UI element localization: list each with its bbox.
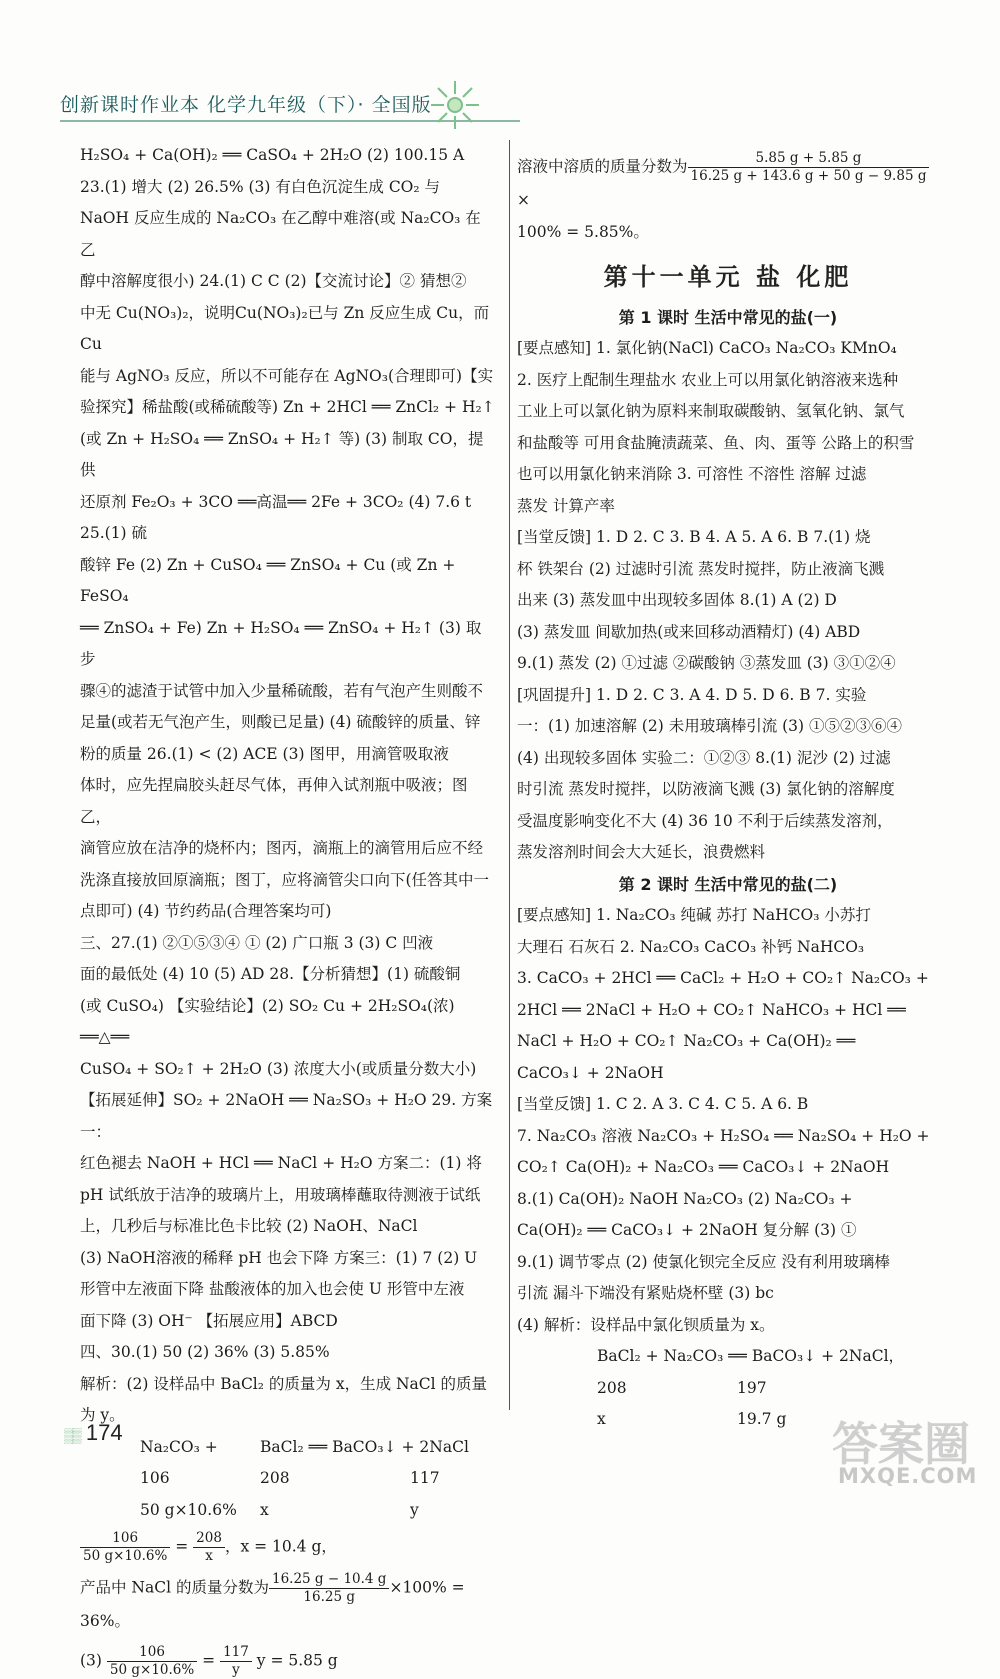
answer-line: H₂SO₄ + Ca(OH)₂ ══ CaSO₄ + 2H₂O (2) 100.15 A — [80, 146, 465, 164]
answer-line: 和盐酸等 可用食盐腌渍蔬菜、鱼、肉、蛋等 公路上的积雪 — [517, 433, 915, 452]
answer-line: 中无 Cu(NO₃)₂，说明Cu(NO₃)₂已与 Zn 反应生成 Cu，而 Cu — [80, 303, 490, 353]
answer-line: [巩固提升] 1. D 2. C 3. A 4. D 5. D 6. B 7. 实验 — [517, 685, 867, 704]
answer-line: 时引流 蒸发时搅拌，以防液滴飞溅 (3) 氯化钠的溶解度 — [517, 780, 895, 798]
answer-line: 杯 铁架台 (2) 过滤时引流 蒸发时搅拌，防止液滴飞溅 — [517, 559, 885, 578]
answer-line: 9.(1) 调节零点 (2) 使氯化钡完全反应 没有利用玻璃棒 — [517, 1252, 890, 1271]
answer-line: 2HCl ══ 2NaCl + H₂O + CO₂↑ NaHCO₃ + HCl ══ — [517, 1000, 906, 1019]
answer-line: (4) 解析：设样品中氯化钡质量为 x。 — [517, 1315, 775, 1334]
answer-line: 解析：(2) 设样品中 BaCl₂ 的质量为 x，生成 NaCl 的质量 — [80, 1374, 488, 1393]
equation-line-2: 106 208 117 — [140, 1469, 440, 1487]
right-column — [517, 150, 939, 1436]
answer-line: (4) 出现较多固体 实验二：①②③ 8.(1) 泥沙 (2) 过滤 — [517, 748, 891, 767]
answer-line: 出来 (3) 蒸发皿中出现较多固体 8.(1) A (2) D — [517, 591, 837, 609]
left-answer-lines — [80, 140, 495, 1432]
right-equation-line-3: x 19.7 g — [597, 1410, 787, 1428]
answer-line: 7. Na₂CO₃ 溶液 Na₂CO₃ + H₂SO₄ ══ Na₂SO₄ + H₂O + — [517, 1126, 930, 1145]
answer-line: 蒸发溶剂时间会大大延长，浪费燃料 — [517, 843, 766, 861]
lesson1-title: 第 1 课时 生活中常见的盐(一) — [618, 307, 838, 327]
answer-line: 上，几秒后与标准比色卡比较 (2) NaOH、NaCl — [80, 1217, 418, 1235]
right-equation-line-2: 208 197 — [597, 1378, 767, 1397]
answer-line: 【拓展延伸】SO₂ + 2NaOH ══ Na₂SO₃ + H₂O 29. 方案一： — [80, 1091, 493, 1141]
answer-line: 23.(1) 增大 (2) 26.5% (3) 有白色沉淀生成 CO₂ 与 — [80, 177, 441, 196]
lesson2-title: 第 2 课时 生活中常见的盐(二) — [618, 874, 838, 894]
answer-line: [要点感知] 1. Na₂CO₃ 纯碱 苏打 NaHCO₃ 小苏打 — [517, 906, 871, 924]
answer-line: (3) 蒸发皿 间歇加热(或来回移动酒精灯) (4) ABD — [517, 622, 861, 641]
answer-line: 蒸发 计算产率 — [517, 496, 615, 515]
right-equation-line-1: BaCl₂ + Na₂CO₃ ══ BaCO₃↓ + 2NaCl， — [597, 1347, 905, 1365]
fraction-line-3: (3) $\frac{106}{50 g\times 10.6\%}$ = $\frac{117}{y}$ y = 5.85 g — [80, 1643, 338, 1678]
answer-line: 滴管应放在洁净的烧杯内；图丙，滴瓶上的滴管用后应不经 — [80, 839, 484, 857]
answer-line: (或 CuSO₄) 【实验结论】(2) SO₂ Cu + 2H₂SO₄(浓) ══△══ — [80, 996, 455, 1046]
left-column — [80, 140, 495, 1679]
answer-line: (3) NaOH溶液的稀释 pH 也会下降 方案三：(1) 7 (2) U — [80, 1248, 478, 1267]
answer-line: 面下降 (3) OH⁻ 【拓展应用】ABCD — [80, 1311, 338, 1330]
unit-title: 第十一单元 盐 化肥 — [603, 263, 853, 291]
answer-line: 3. CaCO₃ + 2HCl ══ CaCl₂ + H₂O + CO₂↑ Na₂CO₃ + — [517, 969, 929, 987]
answer-line: 骤④的滤渣于试管中加入少量稀硫酸，若有气泡产生则酸不 — [80, 681, 484, 700]
answer-line: 面的最低处 (4) 10 (5) AD 28.【分析猜想】(1) 硫酸铜 — [80, 965, 461, 983]
lesson2-answers — [517, 900, 939, 1341]
page-dots-icon: ▒▒ — [64, 1427, 80, 1443]
answer-line: Ca(OH)₂ ══ CaCO₃↓ + 2NaOH 复分解 (3) ① — [517, 1221, 857, 1239]
fraction-line-2: 产品中 NaCl 的质量分数为 $\frac{16.25 g - 10.4 g}{16.25 g}$ ×100% = 36%。 — [80, 1571, 465, 1630]
watermark-logo: 答案圈 — [832, 1417, 970, 1471]
column-divider — [509, 140, 510, 1410]
answer-line: 8.(1) Ca(OH)₂ NaOH Na₂CO₃ (2) Na₂CO₃ + — [517, 1189, 853, 1208]
answer-line: 还原剂 Fe₂O₃ + 3CO ══高温══ 2Fe + 3CO₂ (4) 7.6 t 25.(1) 硫 — [80, 492, 472, 542]
answer-line: 醇中溶解度很小) 24.(1) C C (2)【交流讨论】② 猜想② — [80, 272, 467, 290]
answer-line: 2. 医疗上配制生理盐水 农业上可以用氯化钠溶液来选种 — [517, 370, 899, 389]
answer-line: pH 试纸放于洁净的玻璃片上，用玻璃棒蘸取待测液于试纸 — [80, 1185, 481, 1204]
answer-line: 验探究】稀盐酸(或稀硫酸等) Zn + 2HCl ══ ZnCl₂ + H₂↑ — [80, 398, 495, 416]
answer-line: 粉的质量 26.(1) < (2) ACE (3) 图甲，用滴管吸取液 — [80, 744, 449, 763]
flower-ornament-icon — [428, 78, 482, 132]
answer-line: 引流 漏斗下端没有紧贴烧杯壁 (3) bc — [517, 1284, 774, 1302]
header-title: 创新课时作业本 化学九年级（下）· 全国版 — [60, 94, 432, 116]
watermark-url: MXQE.COM — [838, 1464, 978, 1488]
answer-line: 也可以用氯化钠来消除 3. 可溶性 不溶性 溶解 过滤 — [517, 465, 867, 483]
equation-line-1: Na₂CO₃ + BaCl₂ ══ BaCO₃↓ + 2NaCl — [140, 1437, 469, 1456]
fraction-line-1: $\frac{106}{50 g\times 10.6\%}$ = $\frac{208}{x}$ ，x = 10.4 g， — [80, 1530, 495, 1565]
answer-line: ══ ZnSO₄ + Fe) Zn + H₂SO₄ ══ ZnSO₄ + H₂↑ (3) 取步 — [80, 618, 482, 668]
answer-line: 一：(1) 加速溶解 (2) 未用玻璃棒引流 (3) ①⑤②③⑥④ — [517, 717, 903, 735]
answer-line: 工业上可以氯化钠为原料来制取碳酸钠、氢氧化钠、氯气 — [517, 402, 905, 420]
answer-line: CO₂↑ Ca(OH)₂ + Na₂CO₃ ══ CaCO₃↓ + 2NaOH — [517, 1158, 890, 1176]
answer-line: CaCO₃↓ + 2NaOH — [517, 1063, 664, 1082]
answer-line: 为 y。 — [80, 1406, 125, 1424]
answer-line: 点即可) (4) 节约药品(合理答案均可) — [80, 902, 332, 920]
page-number: ▒▒ 174 — [64, 1420, 123, 1445]
answer-line: 酸锌 Fe (2) Zn + CuSO₄ ══ ZnSO₄ + Cu (或 Zn + FeSO₄ — [80, 555, 456, 605]
answer-line: 受温度影响变化不大 (4) 36 10 不利于后续蒸发溶剂， — [517, 811, 893, 830]
lesson1-answers — [517, 333, 939, 869]
answer-line: [当堂反馈] 1. D 2. C 3. B 4. A 5. A 6. B 7.(1) 烧 — [517, 528, 871, 546]
answer-line: 形管中左液面下降 盐酸液体的加入也会使 U 形管中左液 — [80, 1280, 465, 1298]
answer-line: 大理石 石灰石 2. Na₂CO₃ CaCO₃ 补钙 NaHCO₃ — [517, 937, 865, 956]
answer-line: [要点感知] 1. 氯化钠(NaCl) CaCO₃ Na₂CO₃ KMnO₄ — [517, 339, 897, 357]
answer-line: CuSO₄ + SO₂↑ + 2H₂O (3) 浓度大小(或质量分数大小) — [80, 1059, 477, 1078]
solution-fraction-result: 100% = 5.85%。 — [517, 222, 649, 241]
answer-line: (或 Zn + H₂SO₄ ══ ZnSO₄ + H₂↑ 等) (3) 制取 CO，提供 — [80, 429, 484, 479]
answer-line: 足量(或若无气泡产生，则酸已足量) (4) 硫酸锌的质量、锌 — [80, 713, 481, 731]
answer-line: 体时，应先捏扁胶头赶尽气体，再伸入试剂瓶中吸液；图乙， — [80, 776, 468, 826]
answer-line: 三、27.(1) ②①⑤③④ ① (2) 广口瓶 3 (3) C 凹液 — [80, 933, 434, 952]
answer-line: NaCl + H₂O + CO₂↑ Na₂CO₃ + Ca(OH)₂ ══ — [517, 1032, 856, 1050]
answer-line: 红色褪去 NaOH + HCl ══ NaCl + H₂O 方案二：(1) 将 — [80, 1154, 482, 1172]
answer-line: 洗涤直接放回原滴瓶；图丁，应将滴管尖口向下(任答其中一 — [80, 870, 490, 889]
answer-line: 四、30.(1) 50 (2) 36% (3) 5.85% — [80, 1343, 330, 1361]
answer-line: 9.(1) 蒸发 (2) ①过滤 ②碳酸钠 ③蒸发皿 (3) ③①②④ — [517, 654, 896, 672]
solution-fraction: 溶液中溶质的质量分数为 $\frac{5.85 g + 5.85 g}{16.25 g + 143.6 g + 50 g - 9.85 g}$ × — [517, 150, 939, 217]
answer-line: [当堂反馈] 1. C 2. A 3. C 4. C 5. A 6. B — [517, 1095, 809, 1113]
answer-line: NaOH 反应生成的 Na₂CO₃ 在乙醇中难溶(或 Na₂CO₃ 在乙 — [80, 209, 481, 259]
equation-line-3: 50 g×10.6% x y — [140, 1500, 419, 1519]
answer-line: 能与 AgNO₃ 反应，所以不可能存在 AgNO₃(合理即可)【实 — [80, 366, 494, 385]
